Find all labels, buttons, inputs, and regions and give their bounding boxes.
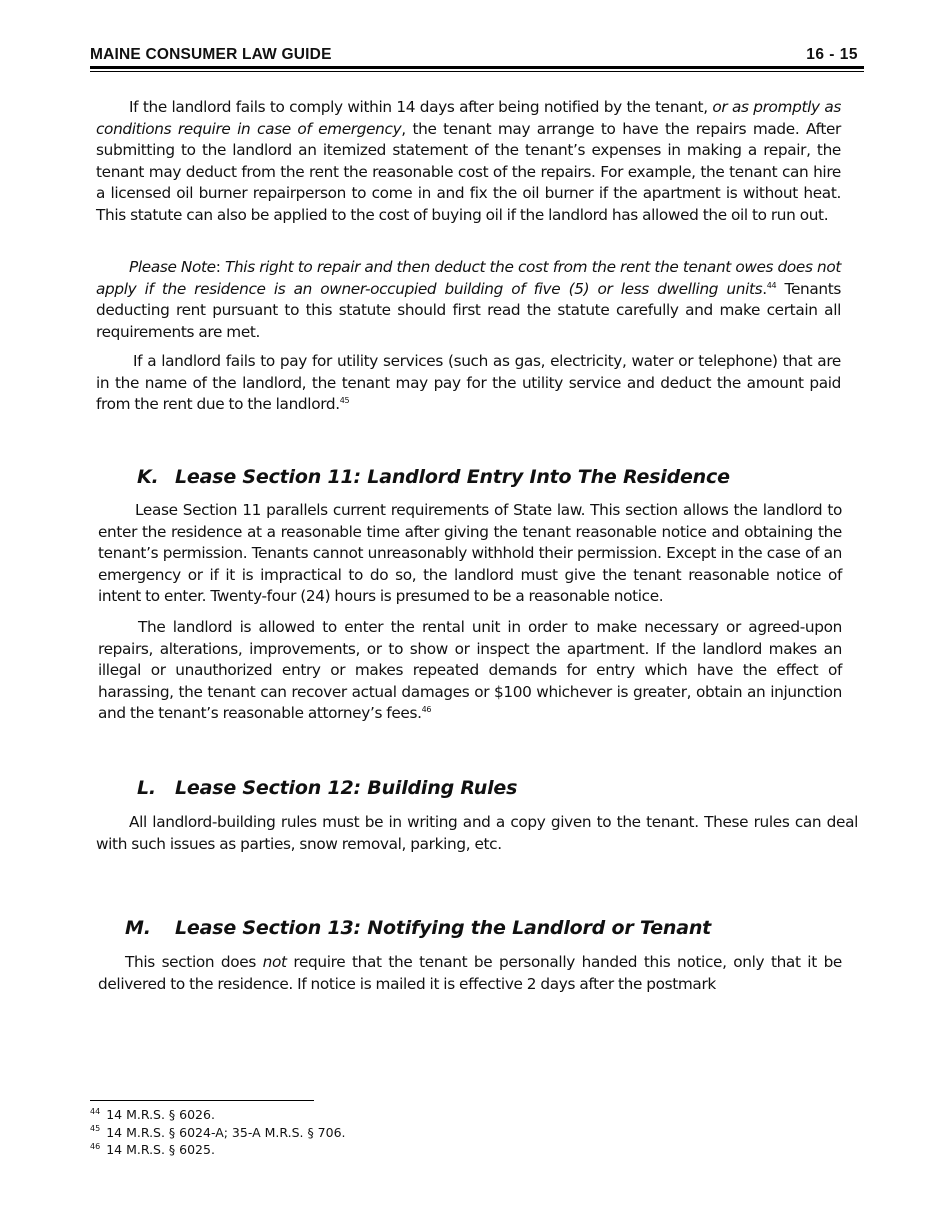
paragraph-repair-deduct [96,97,841,226]
footnote-number: 44 [90,1106,101,1116]
section-title: Lease Section 12: Building Rules [175,777,518,799]
section-letter: L. [137,777,156,799]
footnote-number: 45 [90,1124,101,1134]
paragraph-italic-text: not [262,953,287,971]
footnote-text: 14 M.R.S. § 6026. [106,1107,215,1122]
footnote-text: 14 M.R.S. § 6025. [106,1142,215,1157]
paragraph-k-1 [98,500,842,608]
paragraph-text: , the tenant may arrange to have the repairs made. After submitting to the landlord an itemized statement of the tenant’s expenses in making a repair, the tenant may deduct from the rent the reasonable cost of the repairs. For example, the tenant can hire a licensed oil burner repairperson to come in and fix the oil burner if the apartment is without heat. This statute can also be applied to the cost of buying oil if the landlord has allowed the oil to run out. [96,119,842,224]
paragraph-m-1 [98,952,842,995]
paragraph-l-1 [96,812,858,855]
paragraph-please-note [96,257,841,343]
section-letter: M. [125,917,151,939]
footnote-44 [90,1106,590,1124]
section-heading-m [125,917,711,939]
footnote-number: 46 [90,1141,101,1151]
footnote-separator [90,1100,314,1101]
paragraph-text: Lease Section 11 parallels current requirements of State law. This section allows the landlord to enter the residence at a reasonable time after giving the tenant reasonable notice and obtaining the tenant’s permission. Tenants cannot unreasonably withhold their permission. Except in the case of an emergency or if it is impractical to do so, the landlord must give the tenant reasonable notice of intent to enter. Twenty-four (24) hours is presumed to be a reasonable notice. [98,501,842,605]
footnote-46 [90,1141,590,1159]
footnote-text: 14 M.R.S. § 6024-A; 35-A M.R.S. § 706. [106,1124,346,1140]
note-rest-text: Tenants deducting rent pursuant to this statute should first read the statute carefully and make certain all requirements are met. [96,279,841,341]
paragraph-text: All landlord-building rules must be in writing and a copy given to the tenant. These rules can deal with such issues as parties, snow removal, parking, etc. [96,813,858,853]
section-heading-k [137,466,730,488]
note-period: . [762,279,767,298]
paragraph-utility-services [96,351,841,416]
section-heading-l [137,777,517,799]
header-rule [90,66,864,69]
guide-title: MAINE CONSUMER LAW GUIDE [90,46,332,63]
footnotes [90,1106,590,1159]
note-label: Please Note [129,258,216,276]
note-italic-text: This right to repair and then deduct the cost from the rent the tenant owes does not apply if the residence is an owner-occupied building of five (5) or less dwelling units [96,258,841,298]
paragraph-text: If the landlord fails to comply within 14 days after being notified by the tenant, [129,98,713,116]
paragraph-italic-text: or as promptly as conditions require in case of emergency [96,98,842,138]
note-colon: : [215,258,225,276]
paragraph-k-2 [98,617,842,725]
footnote-ref-45: 45 [339,395,350,405]
page-number: 16 - 15 [806,46,858,63]
footnote-45 [90,1124,590,1142]
footnote-ref-46: 46 [421,704,432,714]
paragraph-text: If a landlord fails to pay for utility services (such as gas, electricity, water or telephone) that are in the name of the landlord, the tenant may pay for the utility service and deduct the amount paid from the rent due to the landlord. [96,352,841,413]
paragraph-text: The landlord is allowed to enter the rental unit in order to make necessary or agreed-upon repairs, alterations, improvements, or to show or inspect the apartment. If the landlord makes an illegal or unauthorized entry or makes repeated demands for entry which have the effect of harassing, the tenant can recover actual damages or $100 whichever is greater, obtain an injunction and the tenant’s reasonable attorney’s fees. [98,618,842,722]
paragraph-text: require that the tenant be personally handed this notice, only that it be delivered to the residence. If notice is mailed it is effective 2 days after the postmark [98,953,842,993]
page-header [90,46,864,68]
footnote-ref-44: 44 [766,280,777,290]
paragraph-text: This section does [125,953,263,971]
header-rule-thin [90,71,864,72]
section-title: Lease Section 13: Notifying the Landlord or Tenant [175,917,712,939]
section-letter: K. [137,466,159,488]
section-title: Lease Section 11: Landlord Entry Into The Residence [175,466,730,488]
